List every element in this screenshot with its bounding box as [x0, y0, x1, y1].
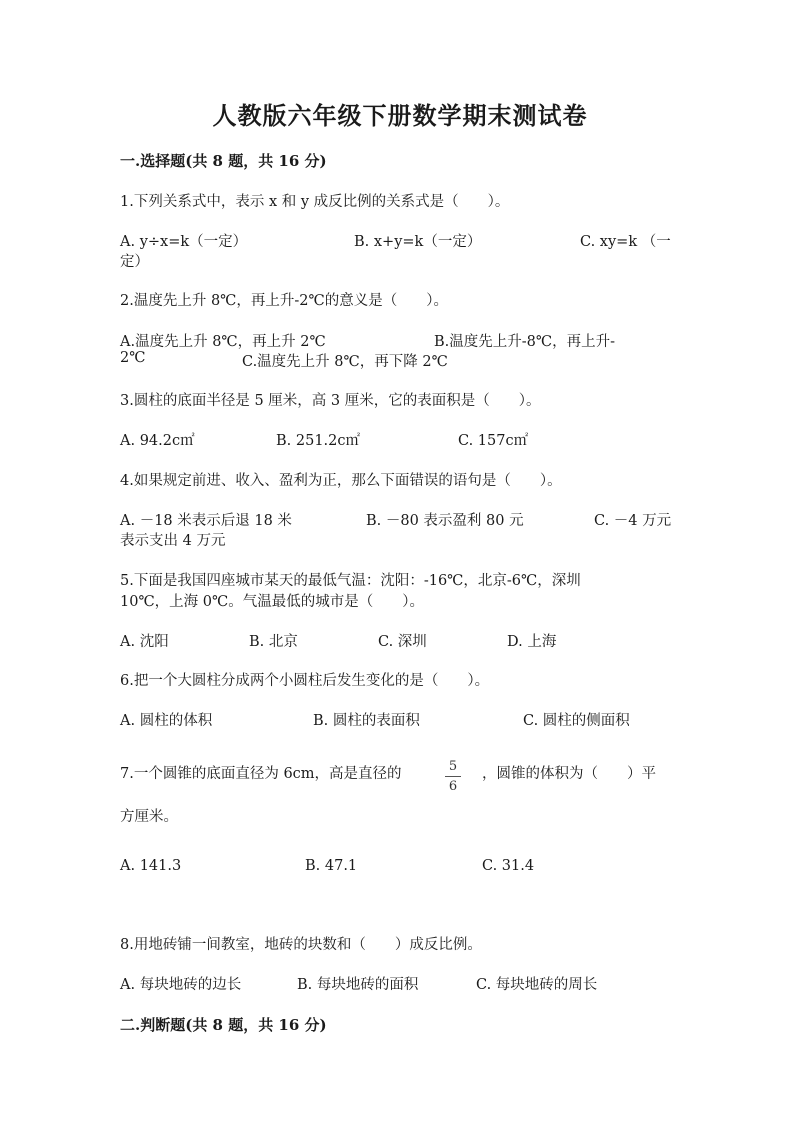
question-2-stem: 2.温度先上升 8℃，再上升-2℃的意义是（ ）。	[120, 293, 448, 309]
question-6-stem: 6.把一个大圆柱分成两个小圆柱后发生变化的是（ ）。	[120, 673, 490, 689]
question-3-stem: 3.圆柱的底面半径是 5 厘米，高 3 厘米，它的表面积是（ ）。	[120, 393, 541, 409]
question-5-option-d: D. 上海	[507, 634, 557, 650]
question-1-option-c: C. xy=k （一	[580, 234, 671, 250]
fraction-numerator: 5	[448, 759, 458, 774]
question-5-stem-line2: 10℃，上海 0℃。气温最低的城市是（ ）。	[120, 594, 424, 610]
fraction-bar	[445, 776, 461, 777]
question-8-option-c: C. 每块地砖的周长	[476, 977, 598, 993]
question-4-option-a: A. －18 米表示后退 18 米	[120, 513, 292, 529]
question-8-stem: 8.用地砖铺一间教室，地砖的块数和（ ）成反比例。	[120, 937, 482, 953]
question-8-option-b: B. 每块地砖的面积	[297, 977, 419, 993]
question-7-option-b: B. 47.1	[305, 858, 358, 874]
fraction-denominator: 6	[448, 779, 458, 794]
section-heading-judgement: 二.判断题(共 8 题，共 16 分)	[120, 1016, 327, 1034]
question-7-stem-part1: 7.一个圆锥的底面直径为 6cm，高是直径的	[120, 766, 402, 782]
question-6-option-a: A. 圆柱的体积	[120, 713, 213, 729]
question-4-stem: 4.如果规定前进、收入、盈利为正，那么下面错误的语句是（ ）。	[120, 473, 562, 489]
question-5-option-c: C. 深圳	[378, 634, 427, 650]
question-4-option-b: B. －80 表示盈利 80 元	[366, 513, 524, 529]
question-1-option-c-wrap: 定）	[120, 254, 149, 270]
question-3-option-c: C. 157c㎡	[458, 433, 529, 449]
question-7-option-a: A. 141.3	[120, 858, 182, 874]
question-5-option-a: A. 沈阳	[120, 634, 169, 650]
question-4-option-c: C. －4 万元	[594, 513, 672, 529]
question-5-stem-line1: 5.下面是我国四座城市某天的最低气温：沈阳：-16℃，北京-6℃，深圳	[120, 573, 581, 589]
question-6-option-b: B. 圆柱的表面积	[313, 713, 420, 729]
question-2-option-b-wrap: 2℃	[120, 350, 146, 366]
question-7-stem-part2: ，圆锥的体积为（ ）平	[482, 766, 656, 782]
page-title: 人教版六年级下册数学期末测试卷	[212, 101, 588, 130]
section-heading-choice: 一.选择题(共 8 题，共 16 分)	[120, 152, 327, 170]
question-4-option-c-wrap: 表示支出 4 万元	[120, 533, 226, 549]
question-7-stem-line2: 方厘米。	[120, 809, 178, 825]
question-2-option-b: B.温度先上升-8℃，再上升-	[434, 334, 616, 350]
question-5-option-b: B. 北京	[249, 634, 298, 650]
question-6-option-c: C. 圆柱的侧面积	[523, 713, 630, 729]
question-3-option-b: B. 251.2c㎡	[276, 433, 361, 449]
question-2-option-a: A.温度先上升 8℃，再上升 2℃	[120, 334, 326, 350]
question-1-option-b: B. x+y=k（一定）	[354, 234, 482, 250]
question-1-option-a: A. y÷x=k（一定）	[120, 234, 248, 250]
fraction-five-sixths	[444, 760, 462, 793]
question-8-option-a: A. 每块地砖的边长	[120, 977, 242, 993]
question-2-option-c: C.温度先上升 8℃，再下降 2℃	[242, 354, 448, 370]
question-7-option-c: C. 31.4	[482, 858, 535, 874]
question-3-option-a: A. 94.2c㎡	[120, 433, 195, 449]
question-1-stem: 1.下列关系式中，表示 x 和 y 成反比例的关系式是（ ）。	[120, 194, 510, 210]
